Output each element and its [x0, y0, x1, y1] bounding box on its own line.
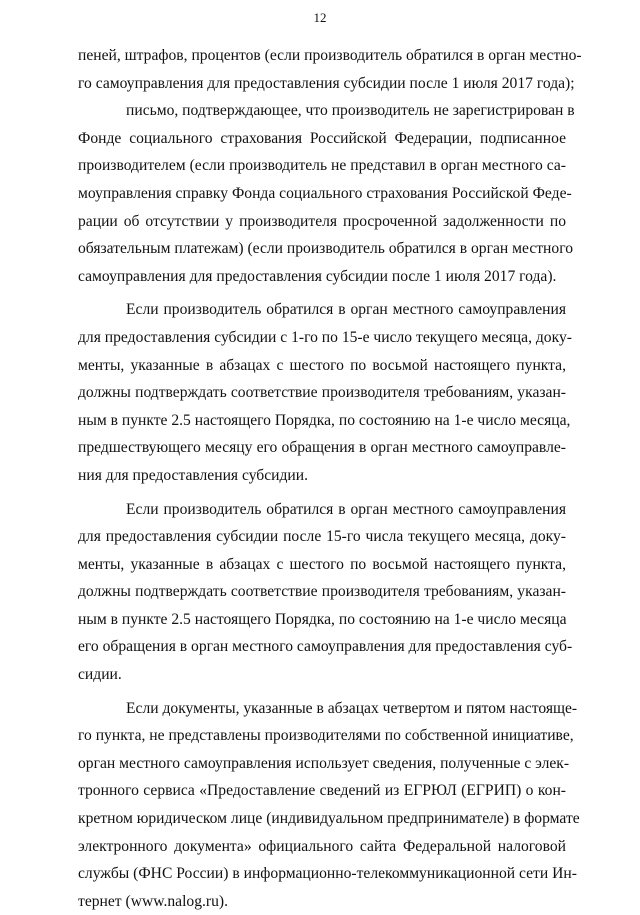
- text-line: его обращения в орган местного самоуправления для предоставления суб-: [78, 638, 573, 656]
- paragraph: [78, 296, 572, 489]
- text-line: Фонде социального страхования Российской Федерации, подписанное: [78, 129, 566, 147]
- paragraph: [78, 42, 582, 97]
- text-line: предшествующего месяцу его обращения в орган местного самоуправле-: [78, 439, 566, 457]
- text-line: ным в пункте 2.5 настоящего Порядка, по состоянию на 1-е число месяца,: [78, 411, 571, 429]
- text-line: Если производитель обратился в орган местного самоуправления: [126, 301, 566, 319]
- text-line: для предоставления субсидии с 1-го по 15-е число текущего месяца, доку-: [78, 328, 572, 346]
- document-body: [78, 42, 582, 915]
- text-line: ния для предоставления субсидии.: [78, 466, 309, 484]
- text-line: для предоставления субсидии после 15-го числа текущего месяца, доку-: [78, 528, 566, 546]
- text-line: менты, указанные в абзацах с шестого по восьмой настоящего пункта,: [78, 555, 566, 573]
- text-line: должны подтверждать соответствие производителя требованиям, указан-: [78, 384, 566, 402]
- text-line: пеней, штрафов, процентов (если производитель обратился в орган местно-: [78, 47, 582, 64]
- text-line: службы (ФНС России) в информационно-телекоммуникационной сети Ин-: [78, 865, 577, 883]
- paragraph: [78, 695, 580, 915]
- text-line: электронного документа» официального сайта Федеральной налоговой: [78, 837, 566, 855]
- text-line: Если документы, указанные в абзацах четвертом и пятом настояще-: [126, 699, 578, 717]
- text-line: самоуправления для предоставления субсидии после 1 июля 2017 года).: [78, 267, 557, 285]
- text-line: сидии.: [78, 666, 122, 684]
- text-line: рации об отсутствии у производителя просроченной задолженности по: [78, 212, 566, 230]
- text-line: моуправления справку Фонда социального страхования Российской Феде-: [78, 184, 572, 202]
- paragraph: [78, 97, 575, 290]
- text-line: менты, указанные в абзацах с шестого по восьмой настоящего пункта,: [78, 356, 566, 374]
- text-line: должны подтверждать соответствие производителя требованиям, указан-: [78, 583, 566, 601]
- text-line: ным в пункте 2.5 настоящего Порядка, по состоянию на 1-е число месяца: [78, 610, 567, 628]
- text-line: кретном юридическом лице (индивидуальном предпринимателе) в формате: [78, 810, 580, 828]
- text-line: письмо, подтверждающее, что производитель не зарегистрирован в: [126, 102, 575, 120]
- text-line: тернет (www.nalog.ru).: [78, 892, 228, 910]
- text-line: го пункта, не представлены производителями по собственной инициативе,: [78, 727, 574, 745]
- text-line: Если производитель обратился в орган местного самоуправления: [126, 500, 566, 518]
- text-line: производителем (если производитель не представил в орган местного са-: [78, 157, 566, 175]
- paragraph: [78, 496, 573, 689]
- text-line: орган местного самоуправления использует сведения, полученные с элек-: [78, 754, 570, 772]
- text-line: тронного сервиса «Предоставление сведений из ЕГРЮЛ (ЕГРИП) о кон-: [78, 782, 566, 800]
- text-line: обязательным платежам) (если производитель обратился в орган местного: [78, 240, 574, 258]
- page-number: 12: [313, 10, 327, 25]
- text-line: го самоуправления для предоставления субсидии после 1 июля 2017 года);: [78, 74, 575, 92]
